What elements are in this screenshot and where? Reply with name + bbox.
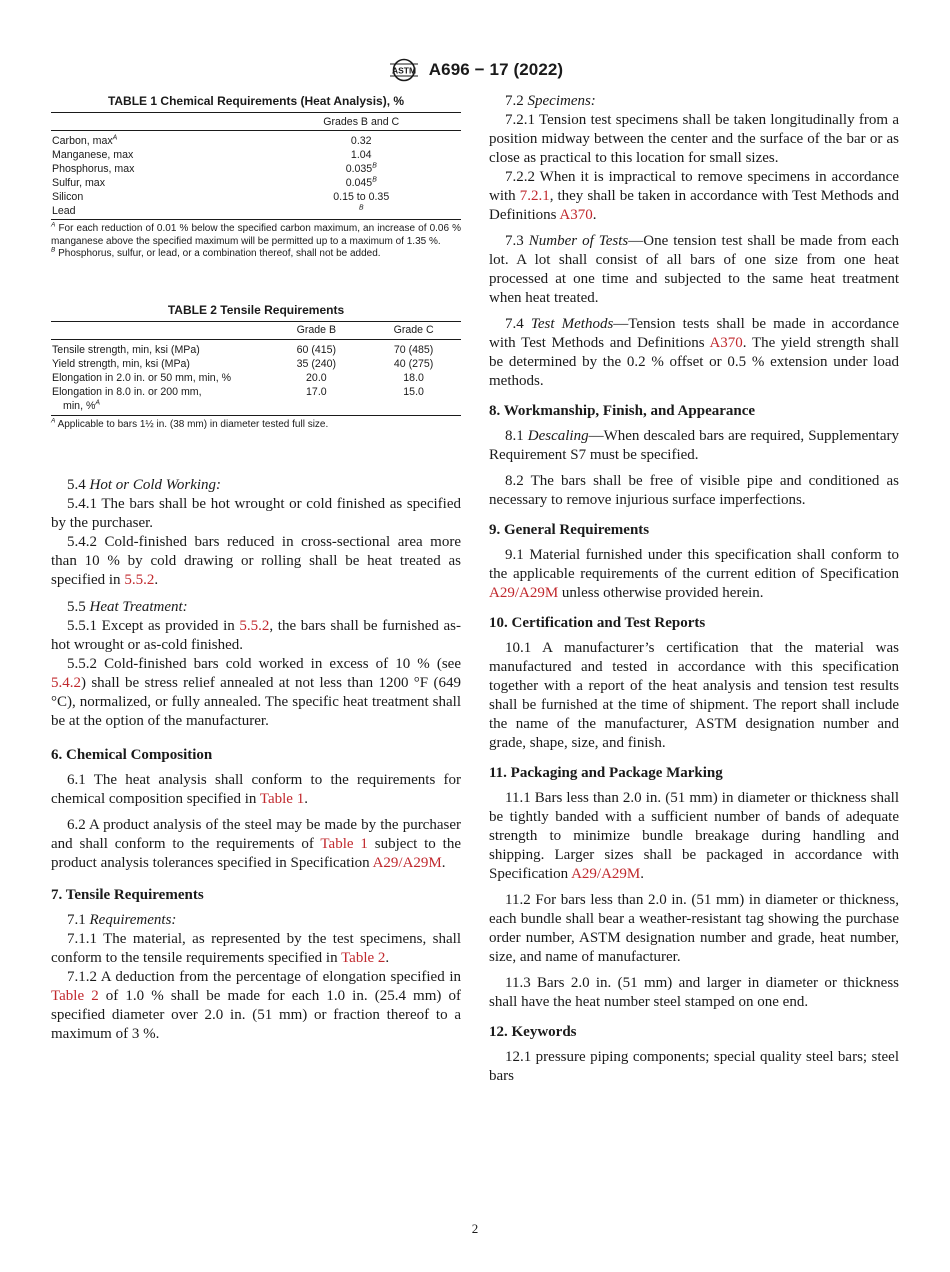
table-row: Carbon, $\max^A$ 0.32 [52, 134, 372, 147]
table-2-col-grade-c: Grade C [393, 324, 434, 336]
paragraph: 11.1 Bars less than 2.0 in. (51 mm) in diameter or thickness shall be tightly banded with a sufficient number of bands of adequate strength to minimize bundle breakage during handling and shipping. Larger sizes shall be packaged in accordance with Specification A29/A29M. [489, 790, 899, 882]
section-heading: 9. General Requirements [489, 522, 650, 538]
paragraph: 7.2.2 When it is impractical to remove specimens in accordance with 7.2.1, they shall be taken in accordance with Test Methods and Definitions A370. [489, 169, 899, 223]
table-row: Yield strength, min, ksi (MPa) 35 (240) 40 (275) [52, 357, 434, 370]
section-7 [51, 886, 461, 1044]
paragraph: 5.4.2 Cold-finished bars reduced in cross-sectional area more than 10 % by cold drawing or rolling shall be heat treated as specified in 5.5.2. [51, 534, 461, 588]
table-row: Lead $^B$ [52, 204, 364, 217]
astm-logo-icon [387, 58, 421, 82]
paragraph: 8.2 The bars shall be free of visible pipe and conditioned as necessary to remove injurious surface imperfections. [489, 473, 899, 508]
table-2-header-row [51, 322, 461, 340]
link-a370[interactable]: A370 [709, 335, 743, 351]
link-table-1[interactable]: Table 1 [259, 791, 305, 807]
link-a29-a29m[interactable]: A29/A29M [489, 585, 559, 601]
paragraph: 5.4.1 The bars shall be hot wrought or cold finished as specified by the purchaser. [51, 496, 461, 531]
paragraph: 9.1 Material furnished under this specification shall conform to the applicable requirements of the current edition of Specification A29/A29M unless otherwise provided herein. [489, 547, 899, 601]
paragraph: 10.1 A manufacturer’s certification that the material was manufactured and tested in accordance with this specification together with a report of the heat analysis and tension test results shall be furnished at the time of shipment. The report shall include the name of the manufacturer, ASTM designation number and grade, shape, size, and finish. [489, 640, 899, 751]
link-table-2[interactable]: Table 2 [51, 988, 99, 1004]
section-heading: 6. Chemical Composition [51, 747, 213, 763]
table-1-title: TABLE 1 Chemical Requirements (Heat Analysis), % [107, 94, 405, 108]
section-heading: 12. Keywords [489, 1024, 577, 1040]
section-heading: 10. Certification and Test Reports [489, 615, 706, 631]
document-designation: A696 − 17 (2022) [428, 60, 564, 79]
table-row-continued: min, %$^A$ [63, 398, 100, 412]
subheading: 5.5 Heat Treatment: [67, 599, 188, 615]
table-1-footnotes [51, 223, 461, 261]
table-1-col-header: Grades B and C [323, 115, 400, 128]
table-1-header-row [51, 113, 461, 131]
section-heading: 11. Packaging and Package Marking [489, 765, 723, 781]
link-a29-a29m[interactable]: A29/A29M [571, 866, 641, 882]
section-5-4 [51, 476, 461, 590]
footnote: $^B$ Phosphorus, sulfur, or lead, or a combination thereof, shall not be added. [51, 246, 381, 259]
section-heading: 7. Tensile Requirements [51, 887, 204, 903]
paragraph: 7.4 Test Methods—Tension tests shall be made in accordance with Test Methods and Definitions A370. The yield strength shall be determined by the 0.2 % offset or 0.5 % extension under load methods. [489, 316, 900, 389]
paragraph: 7.1.2 A deduction from the percentage of elongation specified in Table 2 of 1.0 % shall be made for each 1.0 in. (25.4 mm) of specified diameter over 2.0 in. (51 mm) or fraction thereof to a maximum of 3 %. [51, 969, 461, 1042]
link-table-2[interactable]: Table 2 [341, 950, 386, 966]
table-row: Elongation in 2.0 in. or 50 mm, min, % 20.0 18.0 [52, 371, 424, 384]
table-row: Silicon 0.15 to 0.35 [52, 191, 390, 203]
table-1 [51, 92, 461, 261]
link-7-2-1[interactable]: 7.2.1 [519, 188, 550, 204]
paragraph: 7.2.1 Tension test specimens shall be taken longitudinally from a position midway between the center and the surface of the bar or as close as practical to this location for small sizes. [489, 112, 899, 166]
link-5-5-2[interactable]: 5.5.2 [239, 618, 270, 634]
left-column [51, 92, 461, 1044]
link-a29-a29m[interactable]: A29/A29M [372, 855, 442, 871]
subheading: 7.1 Requirements: [67, 912, 177, 928]
logo-text: ASTM [391, 65, 416, 76]
page-header [0, 57, 950, 83]
footnote: $^A$ For each reduction of 0.01 % below the specified carbon maximum, an increase of 0.06 % manganese above the specified maximum will be permitted up to a maximum of 1.35 %. [51, 221, 462, 247]
paragraph: 6.2 A product analysis of the steel may be made by the purchaser and shall conform to the requirements of Table 1 subject to the product analysis tolerances specified in Specification A29/A29M. [51, 817, 461, 871]
table-row: Manganese, max 1.04 [52, 149, 372, 161]
paragraph: 11.3 Bars 2.0 in. (51 mm) and larger in diameter or thickness shall have the heat number steel stamped on one end. [489, 975, 899, 1010]
table-row: Elongation in 8.0 in. or 200 mm, 17.0 15.0 [52, 385, 424, 398]
paragraph: 7.1.1 The material, as represented by the test specimens, shall conform to the tensile requirements specified in Table 2. [51, 931, 461, 966]
link-5-4-2[interactable]: 5.4.2 [51, 675, 81, 691]
link-table-1[interactable]: Table 1 [320, 836, 368, 852]
table-row: Sulfur, max $0.045^B$ [52, 176, 377, 189]
paragraph: 5.5.1 Except as provided in 5.5.2, the bars shall be furnished as-hot wrought or as-cold finished. [51, 618, 461, 653]
paragraph: 6.1 The heat analysis shall conform to the requirements for chemical composition specified in Table 1. [51, 772, 461, 807]
paragraph: 7.3 Number of Tests—One tension test shall be made from each lot. A lot shall consist of all bars of one size from one heat processed at one time and subjected to the same heat treatment when heat treated. [489, 233, 899, 306]
link-5-5-2[interactable]: 5.5.2 [124, 572, 155, 588]
table-2-footnote: $^A$ Applicable to bars 1½ in. (38 mm) in diameter tested full size. [51, 417, 329, 430]
subheading: 7.2 Specimens: [505, 93, 596, 109]
section-5-5 [51, 598, 461, 731]
subheading: 5.4 Hot or Cold Working: [67, 477, 222, 493]
table-2 [51, 301, 461, 432]
paragraph: 8.1 Descaling—When descaled bars are required, Supplementary Requirement S7 must be specified. [489, 428, 900, 463]
paragraph: 12.1 pressure piping components; special quality steel bars; steel bars [489, 1049, 899, 1084]
table-2-col-grade-b: Grade B [296, 324, 337, 336]
section-heading: 8. Workmanship, Finish, and Appearance [489, 403, 756, 419]
paragraph: 5.5.2 Cold-finished bars cold worked in excess of 10 % (see 5.4.2) shall be stress relief annealed at not less than 1200 °F (649 °C), normalized, or fully annealed. The specific heat treatment shall be at the option of the manufacturer. [51, 656, 461, 729]
link-a370[interactable]: A370 [559, 207, 593, 223]
table-2-title: TABLE 2 Tensile Requirements [167, 302, 345, 317]
page-number: 2 [471, 1221, 479, 1236]
table-row: Tensile strength, min, ksi (MPa) 60 (415) 70 (485) [52, 343, 434, 356]
table-row: Phosphorus, max $0.035^B$ [52, 162, 377, 175]
section-6 [51, 746, 461, 873]
right-column [489, 92, 899, 1086]
paragraph: 11.2 For bars less than 2.0 in. (51 mm) in diameter or thickness, each bundle shall bear a weather-resistant tag showing the purchase order number, ASTM designation number and grade, heat number, size, and name of manufacturer. [489, 892, 899, 965]
